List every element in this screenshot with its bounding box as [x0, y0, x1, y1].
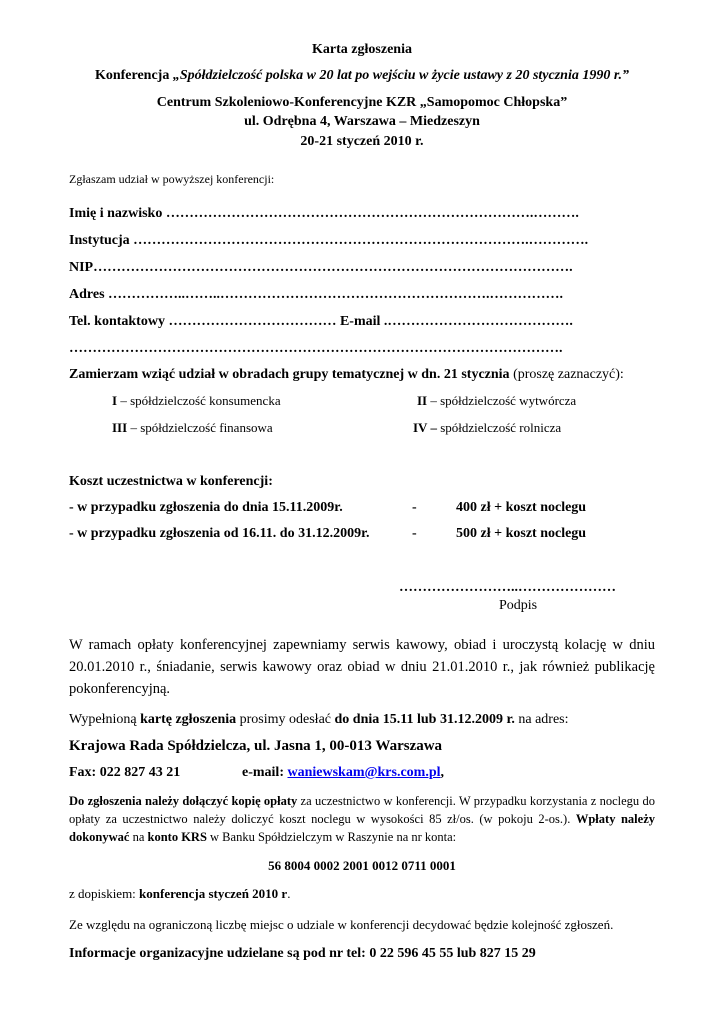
group-4-number: IV – [413, 420, 437, 435]
cost-row-1-price: 400 zł + koszt noclegu [456, 500, 587, 515]
payment-s5: konto KRS [147, 830, 207, 844]
fee-info-paragraph: W ramach opłaty konferencyjnej zapewniamy serwis kawowy, obiad i uroczystą kolację w dniu 20.01.2010 r., śniadanie, serwis kawowy oraz obiad w dniu 21.01.2010 r., jak również publikację pokonferencyjną. [69, 637, 655, 697]
group-4-label: spółdzielczość rolnicza [436, 420, 562, 435]
venue-address: ul. Odrębna 4, Warszawa – Miedzeszyn [244, 114, 480, 129]
payment-note [69, 886, 290, 902]
email-comma: , [440, 765, 445, 780]
email-field[interactable]: E-mail .…………………………………. [339, 314, 573, 329]
payment-s3: Wpłaty należy dokonywać [69, 812, 656, 844]
extra-field[interactable]: ……………………………………………………………………………………………. [69, 341, 563, 356]
form-title: Karta zgłoszenia [312, 42, 412, 57]
cost-row-1-label: - w przypadku zgłoszenia do dnia 15.11.2009r. [69, 500, 343, 515]
payment-s6: w Banku Spółdzielczym w Raszynie na nr konta: [206, 830, 457, 844]
group-1-label: – spółdzielczość konsumencka [117, 393, 281, 408]
cost-heading: Koszt uczestnictwa w konferencji: [69, 474, 273, 489]
intro-text: Zgłaszam udział w powyższej konferencji: [69, 172, 275, 186]
payment-note-prefix: z dopiskiem: [69, 886, 140, 901]
send-part-3: prosimy odesłać [236, 712, 335, 727]
cost-row-1-dash: - [412, 500, 417, 515]
payment-s1: Do zgłoszenia należy dołączyć kopię opłaty [69, 794, 298, 808]
name-field[interactable]: Imię i nazwisko …………………………………………………………………….………. [69, 206, 579, 221]
conference-line [0, 68, 724, 84]
groups-question [69, 367, 624, 383]
organizer-address: Krajowa Rada Spółdzielcza, ul. Jasna 1, 00-013 Warszawa [69, 738, 443, 754]
bank-account-number: 56 8004 0002 2001 0012 0711 0001 [268, 858, 456, 873]
email-link[interactable]: waniewskam@krs.com.pl [287, 765, 441, 780]
group-option-3[interactable] [112, 420, 273, 436]
send-instructions [69, 712, 569, 728]
cost-row-2-dash: - [412, 526, 417, 541]
cost-row-2-label: - w przypadku zgłoszenia od 16.11. do 31.12.2009r. [69, 526, 370, 541]
payment-paragraph [69, 792, 655, 846]
venue: Centrum Szkoleniowo-Konferencyjne KZR „Samopomoc Chłopska” [156, 95, 568, 110]
groups-question-bold: Zamierzam wziąć udział w obradach grupy tematycznej w dn. 21 stycznia [69, 367, 510, 382]
signature-line[interactable]: ……………………..………………… [399, 580, 616, 595]
limit-notice: Ze względu na ograniczoną liczbę miejsc o udziale w konferencji decydować będzie kolejność zgłoszeń. [69, 917, 614, 932]
cost-row-2-price: 500 zł + koszt noclegu [456, 526, 587, 541]
group-3-number: III [112, 420, 128, 435]
groups-question-rest: (proszę zaznaczyć): [509, 367, 624, 382]
institution-field[interactable]: Instytucja ………………………………………………………………………….…………. [69, 233, 589, 248]
group-1-number: I [112, 393, 118, 408]
payment-note-bold: konferencja styczeń 2010 r [139, 886, 288, 901]
signature-label: Podpis [499, 598, 538, 613]
group-3-label: – spółdzielczość finansowa [127, 420, 273, 435]
group-2-label: – spółdzielczość wytwórcza [427, 393, 577, 408]
contact-line [69, 314, 573, 330]
email-label: e-mail: [242, 765, 288, 780]
nip-field[interactable]: NIP…………………………………………………………………………………………. [69, 260, 573, 275]
payment-note-suffix: . [287, 886, 291, 901]
group-option-2[interactable] [417, 393, 576, 409]
payment-s2: za uczestnictwo w konferencji. W przypadku korzystania z noclegu do opłaty za uczestnictwo należy doliczyć koszt noclegu w wysokości 85 zł/os. (w pokoju 2-os.). [69, 794, 655, 826]
conference-date: 20-21 styczeń 2010 r. [300, 134, 424, 149]
send-part-4: do dnia 15.11 lub 31.12.2009 r. [334, 712, 515, 727]
payment-s4: na [129, 830, 148, 844]
contact-info-line: Informacje organizacyjne udzielane są pod nr tel: 0 22 596 45 55 lub 827 15 29 [69, 946, 536, 961]
phone-field[interactable]: Tel. kontaktowy ……………………………… [69, 314, 340, 329]
group-option-4[interactable] [413, 420, 561, 436]
conference-prefix: Konferencja [94, 68, 173, 83]
send-part-5: na adres: [514, 712, 569, 727]
email-contact [242, 765, 444, 781]
conference-title: „Spółdzielczość polska w 20 lat po wejściu w życie ustawy z 20 stycznia 1990 r.” [172, 68, 630, 83]
group-option-1[interactable] [112, 393, 281, 409]
fax-number: Fax: 022 827 43 21 [69, 765, 181, 780]
group-2-number: II [417, 393, 428, 408]
address-field[interactable]: Adres ……………..……..………………………………………………….……………. [69, 287, 564, 302]
send-part-1: Wypełnioną [69, 712, 141, 727]
send-part-2: kartę zgłoszenia [140, 712, 237, 727]
